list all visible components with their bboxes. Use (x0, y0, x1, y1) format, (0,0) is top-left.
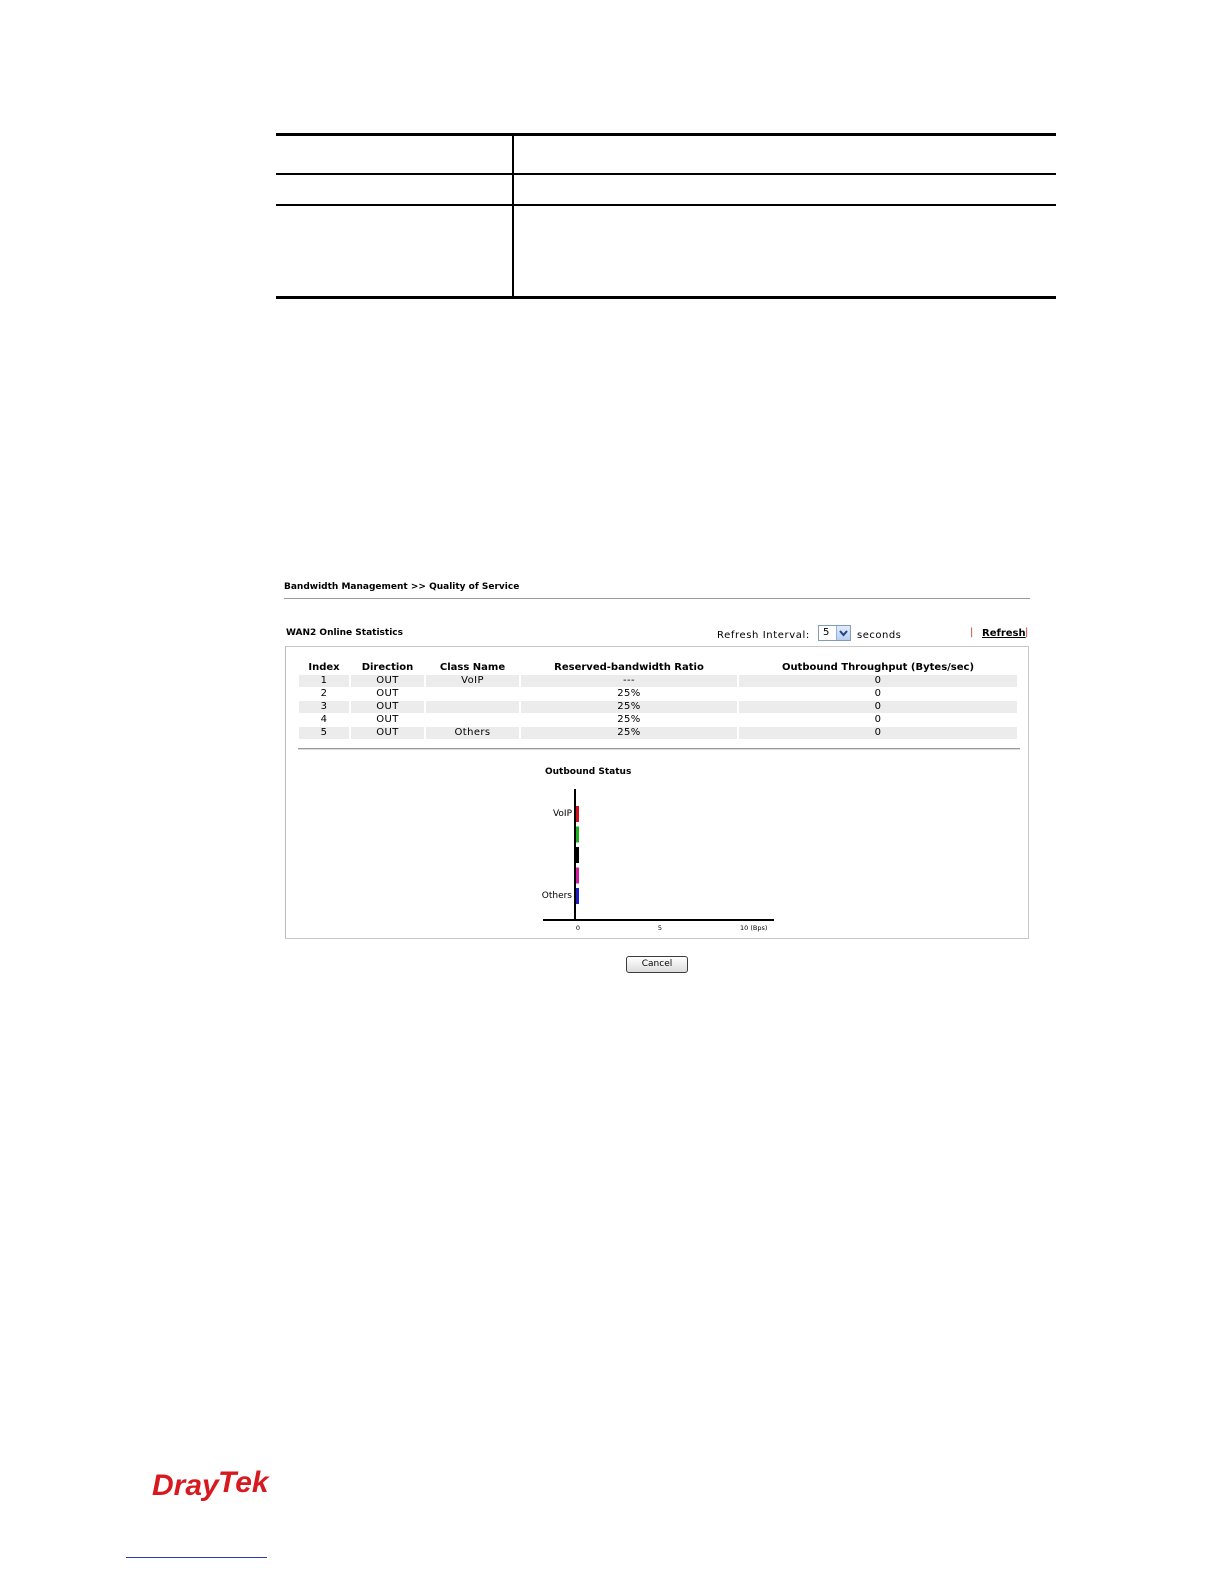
throughput-cell: 0 (739, 727, 1017, 739)
refresh-interval-value: 5 (823, 627, 830, 638)
class-name-cell (426, 701, 519, 713)
class-name-cell: VoIP (426, 675, 519, 687)
x-tick-label: 5 (657, 924, 663, 932)
refresh-interval-select[interactable] (818, 625, 851, 641)
class-name-cell (426, 688, 519, 700)
column-header: Outbound Throughput (Bytes/sec) (781, 662, 975, 673)
statistics-table (297, 660, 1019, 740)
cancel-button[interactable]: Cancel (626, 956, 688, 973)
column-header: Index (308, 662, 340, 673)
index-cell: 4 (299, 714, 349, 726)
outbound-status-chart (536, 762, 786, 932)
table-row (299, 714, 1017, 726)
throughput-cell: 0 (739, 714, 1017, 726)
logo-text-tek: Tek (218, 1466, 269, 1499)
table-cell (276, 174, 513, 205)
direction-cell: OUT (351, 714, 424, 726)
table-row (299, 727, 1017, 739)
seconds-label: seconds (857, 630, 902, 641)
category-label: Others (541, 891, 572, 901)
bar-3 (576, 847, 579, 863)
statistics-panel (285, 646, 1029, 939)
bar-4 (576, 868, 579, 884)
separator: | (970, 627, 974, 638)
x-tick-label: 10 (Bps) (740, 924, 768, 932)
separator: | (1025, 627, 1029, 638)
breadcrumb-divider (284, 598, 1030, 599)
throughput-cell: 0 (739, 688, 1017, 700)
table-row (299, 688, 1017, 700)
table-cell (513, 205, 1056, 298)
ratio-cell: --- (521, 675, 737, 687)
draytek-logo (152, 1463, 287, 1505)
logo-text-dray: Dray (152, 1469, 219, 1502)
footer-link-underline (126, 1557, 267, 1558)
table-divider (298, 748, 1020, 750)
bar-5 (576, 888, 579, 904)
table-row (299, 701, 1017, 713)
direction-cell: OUT (351, 675, 424, 687)
table-cell (276, 205, 513, 298)
qos-screenshot (284, 578, 1030, 978)
ratio-cell: 25% (521, 701, 737, 713)
column-header: Class Name (439, 662, 506, 673)
table-cell (276, 135, 513, 175)
breadcrumb: Bandwidth Management >> Quality of Service (284, 582, 520, 592)
table-cell (513, 174, 1056, 205)
refresh-link[interactable]: Refresh (982, 628, 1026, 639)
table-cell (513, 135, 1056, 175)
index-cell: 2 (299, 688, 349, 700)
refresh-interval-label: Refresh Interval: (717, 630, 810, 641)
class-name-cell: Others (426, 727, 519, 739)
ratio-cell: 25% (521, 688, 737, 700)
chart-title: Outbound Status (545, 767, 632, 777)
direction-cell: OUT (351, 727, 424, 739)
category-label: VoIP (552, 809, 572, 819)
throughput-cell: 0 (739, 675, 1017, 687)
column-header: Direction (361, 662, 414, 673)
ratio-cell: 25% (521, 727, 737, 739)
bar-2 (576, 827, 579, 843)
direction-cell: OUT (351, 688, 424, 700)
x-tick-label: 0 (575, 924, 581, 932)
stats-title: WAN2 Online Statistics (286, 628, 403, 638)
class-name-cell (426, 714, 519, 726)
index-cell: 5 (299, 727, 349, 739)
index-cell: 3 (299, 701, 349, 713)
document-table (276, 133, 1056, 299)
bar-1 (576, 806, 579, 822)
ratio-cell: 25% (521, 714, 737, 726)
table-row (299, 675, 1017, 687)
chevron-down-icon[interactable] (836, 626, 850, 640)
column-header: Reserved-bandwidth Ratio (554, 662, 704, 673)
throughput-cell: 0 (739, 701, 1017, 713)
index-cell: 1 (299, 675, 349, 687)
direction-cell: OUT (351, 701, 424, 713)
